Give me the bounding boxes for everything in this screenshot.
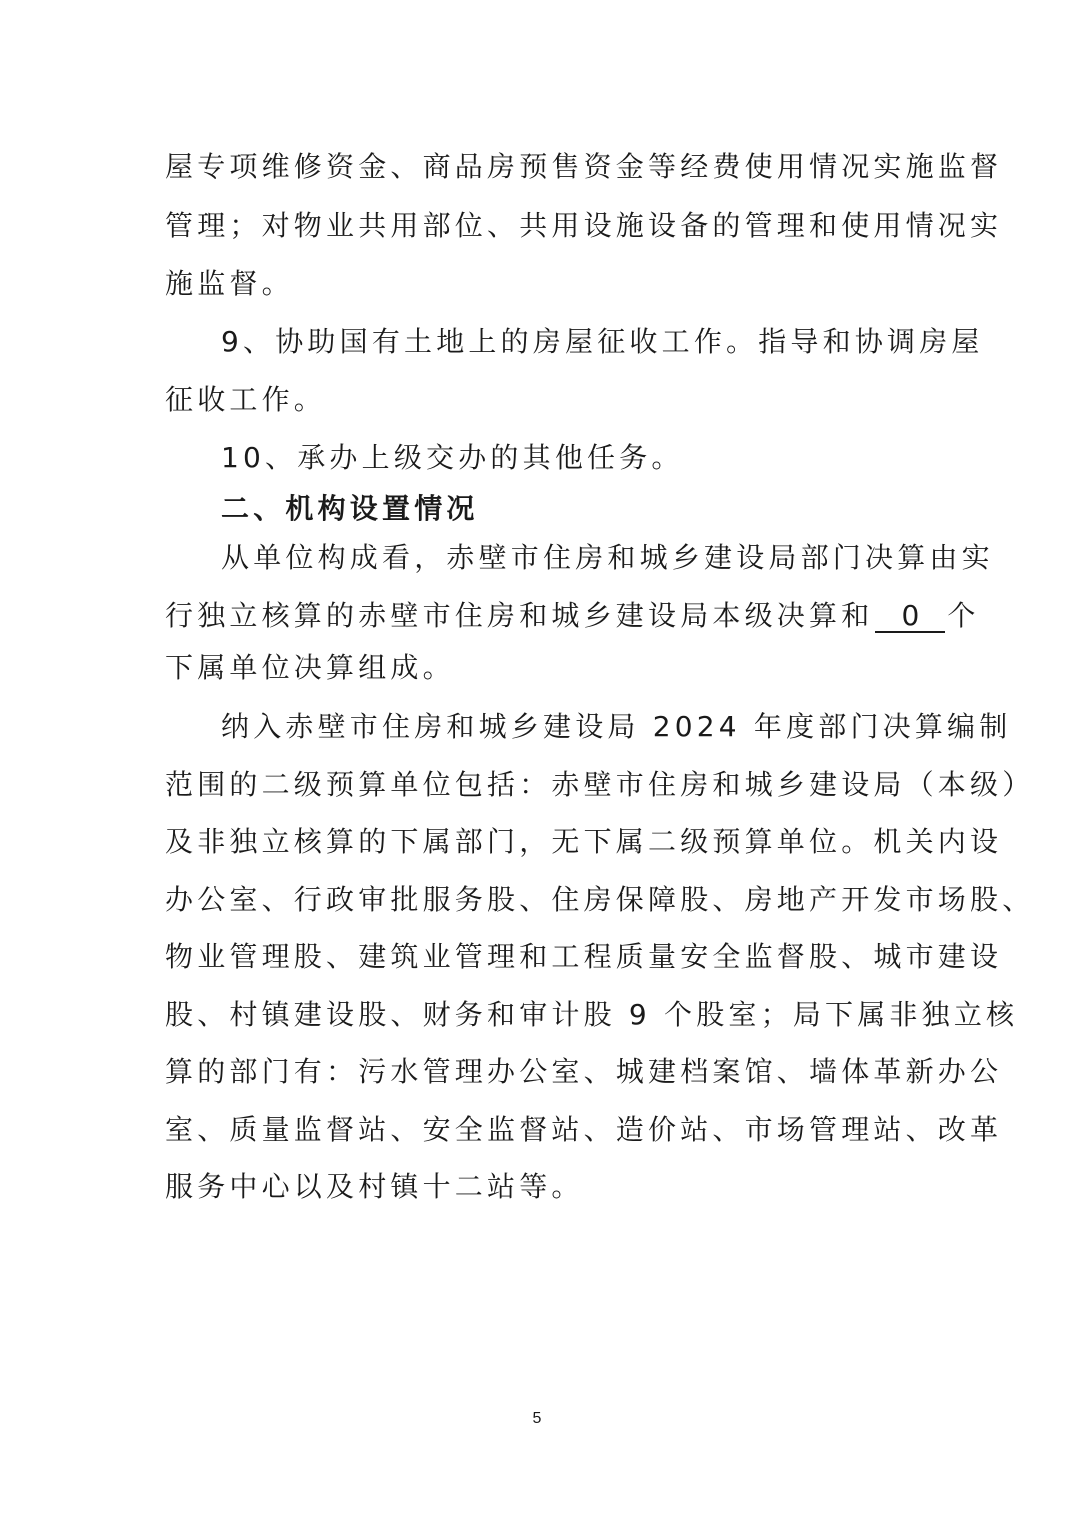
paragraph-line: 从单位构成看，赤壁市住房和城乡建设局部门决算由实	[221, 541, 994, 574]
paragraph-line: 股、村镇建设股、财务和审计股 9 个股室；局下属非独立核	[165, 998, 1019, 1031]
paragraph-line: 施监督。	[165, 267, 294, 300]
paragraph-line: 下属单位决算组成。	[165, 651, 455, 684]
paragraph-line: 9、协助国有土地上的房屋征收工作。指导和协调房屋	[221, 325, 984, 358]
paragraph-line: 服务中心以及村镇十二站等。	[165, 1170, 584, 1203]
paragraph-line: 纳入赤壁市住房和城乡建设局 2024 年度部门决算编制	[221, 710, 1012, 743]
paragraph-line: 范围的二级预算单位包括：赤壁市住房和城乡建设局（本级）	[165, 768, 1035, 801]
text-after-blank: 个	[947, 599, 980, 632]
section-heading: 二、机构设置情况	[221, 492, 479, 525]
paragraph-line-with-blank	[165, 596, 980, 636]
paragraph-line: 算的部门有：污水管理办公室、城建档案馆、墙体革新办公	[165, 1055, 1003, 1088]
paragraph-line: 办公室、行政审批服务股、住房保障股、房地产开发市场股、	[165, 883, 1035, 916]
paragraph-line: 管理；对物业共用部位、共用设施设备的管理和使用情况实	[165, 209, 1003, 242]
fill-in-blank: 0	[875, 601, 945, 633]
paragraph-line: 及非独立核算的下属部门，无下属二级预算单位。机关内设	[165, 825, 1003, 858]
paragraph-line: 征收工作。	[165, 383, 327, 416]
paragraph-line: 屋专项维修资金、商品房预售资金等经费使用情况实施监督	[165, 150, 1003, 183]
paragraph-line: 室、质量监督站、安全监督站、造价站、市场管理站、改革	[165, 1113, 1003, 1146]
paragraph-line: 10、承办上级交办的其他任务。	[221, 441, 684, 474]
text-before-blank: 行独立核算的赤壁市住房和城乡建设局本级决算和	[165, 599, 874, 632]
page-number: 5	[532, 1410, 542, 1427]
paragraph-line: 物业管理股、建筑业管理和工程质量安全监督股、城市建设	[165, 940, 1003, 973]
